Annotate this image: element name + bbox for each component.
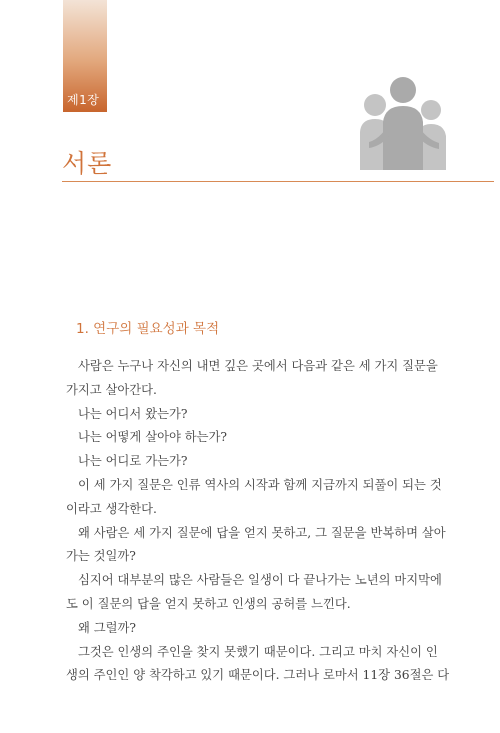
family-silhouette-icon: [355, 70, 455, 172]
body-line: 심지어 대부분의 많은 사람들은 일생이 다 끝나가는 노년의 마지막에: [78, 573, 442, 588]
body-line: 이 세 가지 질문은 인류 역사의 시작과 함께 지금까지 되풀이 되는 것: [78, 477, 442, 492]
body-line: 나는 어디로 가는가?: [78, 454, 188, 469]
body-line: 사람은 누구나 자신의 내면 깊은 곳에서 다음과 같은 세 가지 질문을: [78, 359, 438, 373]
body-line: 그것은 인생의 주인을 찾지 못했기 때문이다. 그리고 마치 자신이 인: [78, 644, 438, 659]
chapter-label: 제1장: [67, 93, 100, 107]
body-line: 나는 어떻게 살아야 하는가?: [78, 430, 227, 445]
section-heading: 1. 연구의 필요성과 목적: [76, 321, 220, 337]
body-line: 생의 주인인 양 착각하고 있기 때문이다. 그러나 로마서 11장 36절은 다: [66, 668, 450, 683]
body-line: 이라고 생각한다.: [66, 501, 157, 516]
body-line: 왜 그럴까?: [78, 620, 137, 635]
body-text: [66, 355, 450, 688]
body-line: 가지고 살아간다.: [66, 382, 157, 397]
chapter-title: 서론: [62, 149, 113, 178]
body-line: 나는 어디서 왔는가?: [78, 406, 188, 421]
body-line: 가는 것일까?: [66, 549, 136, 564]
body-line: 도 이 질문의 답을 얻지 못하고 인생의 공허를 느낀다.: [66, 596, 351, 611]
header-divider: [62, 181, 494, 182]
body-line: 왜 사람은 세 가지 질문에 답을 얻지 못하고, 그 질문을 반복하며 살아: [78, 525, 446, 540]
